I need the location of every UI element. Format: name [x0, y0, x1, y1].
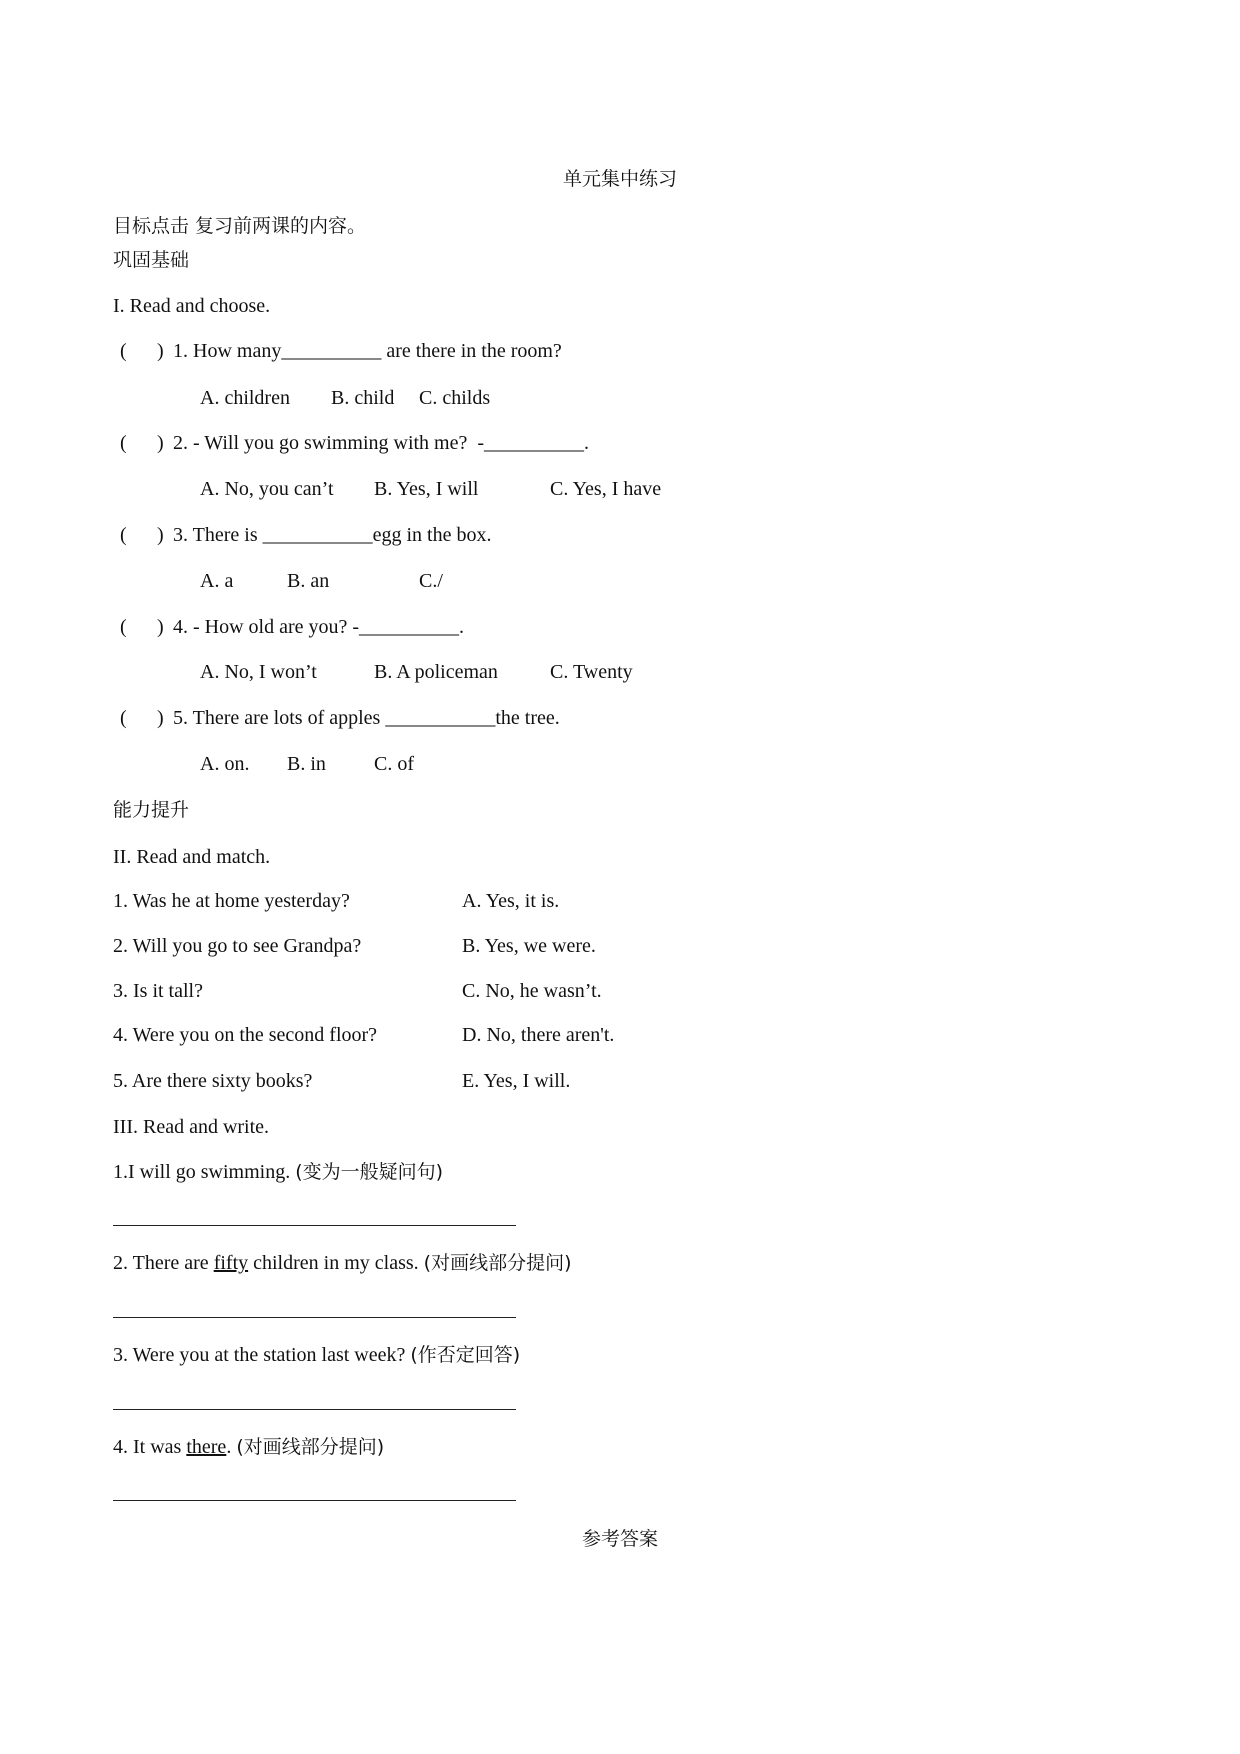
option-c: C./	[419, 570, 443, 592]
item-text: 3. Were you at the station last week?	[113, 1344, 411, 1366]
answer-paren-close: )	[157, 432, 164, 454]
match-question: 5. Are there sixty books?	[113, 1070, 313, 1092]
option-b: B. child	[331, 387, 395, 409]
option-b: B. an	[287, 570, 330, 592]
match-answer: B. Yes, we were.	[462, 935, 596, 957]
match-question: 4. Were you on the second floor?	[113, 1024, 378, 1046]
match-question: 2. Will you go to see Grandpa?	[113, 935, 362, 957]
item-text: children in my class.	[248, 1252, 424, 1274]
answer-paren-open: (	[120, 340, 127, 362]
answer-paren-close: )	[157, 524, 164, 546]
item-instruction: (作否定回答)	[410, 1344, 521, 1366]
answer-paren-open: (	[120, 524, 127, 546]
answer-paren-open: (	[120, 707, 127, 729]
item-text: .	[226, 1436, 237, 1458]
item-text: 4. It was	[113, 1436, 187, 1458]
answer-line-3[interactable]	[113, 1409, 516, 1410]
write-item-4	[113, 1435, 384, 1459]
item-instruction: (对画线部分提问)	[423, 1252, 572, 1274]
write-item-1	[113, 1160, 443, 1184]
match-answer: A. Yes, it is.	[462, 890, 560, 912]
question-text: 3. There is ___________egg in the box.	[173, 524, 492, 546]
underlined-word: fifty	[213, 1252, 249, 1274]
option-c: C. Yes, I have	[550, 478, 662, 500]
question-text: 4. - How old are you? -__________.	[173, 616, 465, 638]
answer-paren-open: (	[120, 616, 127, 638]
answer-line-2[interactable]	[113, 1317, 516, 1318]
answer-paren-close: )	[157, 616, 164, 638]
option-a: A. No, I won’t	[200, 661, 317, 683]
match-answer: D. No, there aren't.	[462, 1024, 615, 1046]
match-question: 3. Is it tall?	[113, 980, 203, 1002]
item-instruction: (变为一般疑问句)	[295, 1161, 444, 1183]
option-c: C. childs	[419, 387, 491, 409]
option-b: B. Yes, I will	[374, 478, 479, 500]
item-text: 1.I will go swimming.	[113, 1161, 296, 1183]
question-text: 1. How many__________ are there in the room?	[173, 340, 562, 362]
item-instruction: (对画线部分提问)	[236, 1436, 385, 1458]
goal-text: 目标点击 复习前两课的内容。	[113, 215, 367, 237]
answer-line-1[interactable]	[113, 1225, 516, 1226]
answer-line-4[interactable]	[113, 1500, 516, 1501]
answer-paren-close: )	[157, 707, 164, 729]
part1-heading: I. Read and choose.	[113, 295, 271, 317]
match-answer: E. Yes, I will.	[462, 1070, 571, 1092]
answers-title: 参考答案	[581, 1528, 658, 1550]
option-c: C. Twenty	[550, 661, 633, 683]
answer-paren-close: )	[157, 340, 164, 362]
option-a: A. on.	[200, 753, 250, 775]
underlined-word: there	[186, 1436, 227, 1458]
match-question: 1. Was he at home yesterday?	[113, 890, 350, 912]
option-a: A. a	[200, 570, 234, 592]
question-text: 5. There are lots of apples ___________the tree.	[173, 707, 560, 729]
item-text: 2. There are	[113, 1252, 214, 1274]
part3-heading: III. Read and write.	[113, 1116, 270, 1138]
option-a: A. children	[200, 387, 290, 409]
answer-paren-open: (	[120, 432, 127, 454]
option-b: B. A policeman	[374, 661, 498, 683]
match-answer: C. No, he wasn’t.	[462, 980, 602, 1002]
write-item-2	[113, 1251, 571, 1275]
section-heading-improve: 能力提升	[113, 799, 190, 821]
question-text: 2. - Will you go swimming with me? -__________.	[173, 432, 590, 454]
part2-heading: II. Read and match.	[113, 846, 271, 868]
page-title: 单元集中练习	[562, 168, 677, 190]
write-item-3	[113, 1343, 520, 1367]
section-heading-basics: 巩固基础	[113, 249, 190, 271]
option-c: C. of	[374, 753, 414, 775]
option-a: A. No, you can’t	[200, 478, 334, 500]
option-b: B. in	[287, 753, 326, 775]
